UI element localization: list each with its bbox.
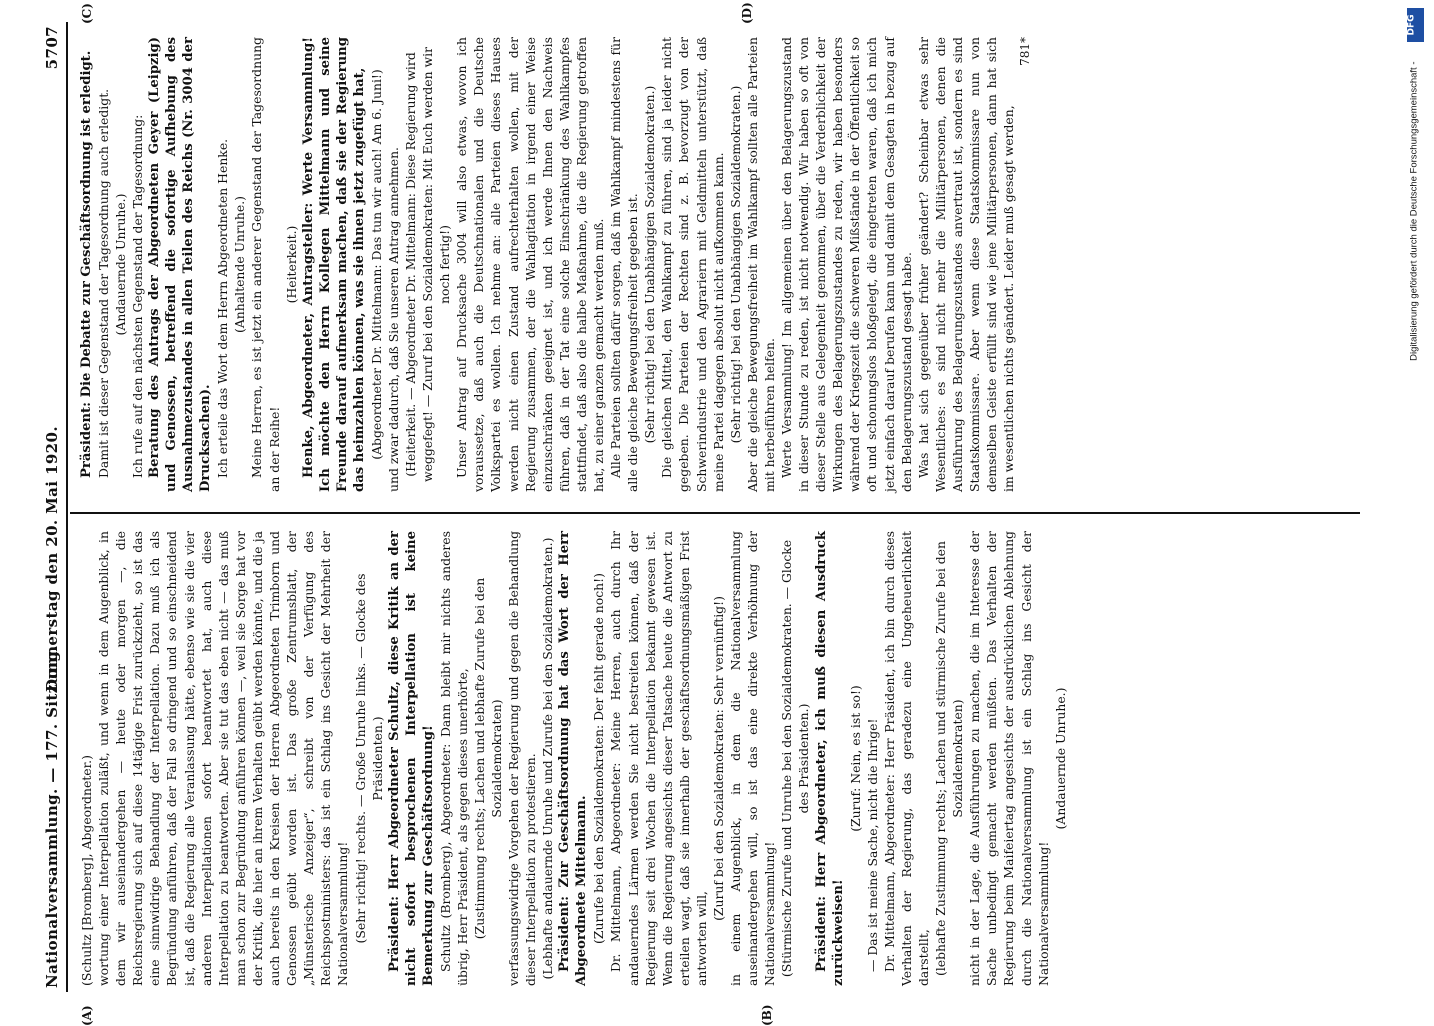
- agenda-item: Beratung des Antrags der Abgeordneten Geyer (Leipzig) und Genossen, betreffend die sofortige Aufhebung des Ausnahmezustandes in allen Teilen des Reichs (Nr. 3004 der Drucksachen).: [146, 37, 214, 492]
- interjection: (Andauernde Unruhe.): [112, 37, 129, 492]
- interjection: (Stürmische Zurufe und Unruhe bei den Sozialdemokraten. — Glocke des Präsidenten.): [778, 531, 812, 986]
- paragraph: Unser Antrag auf Drucksache 3004 will also etwas, wovon ich voraussetze, daß auch die Deutschnationalen und die Deutsche Volkspartei es wollen. Ich nehme an: alle Parteien dieses Hauses werden nicht einen Zustand aufrechterhalten wollen, mit der Regierung zusammen, der die Wahlagitation in irgend einer Weise einzuschränken geeignet ist, und ich werde Ihnen den Nachweis führen, daß in der Tat eine solche Einschränkung des Wahlkampfes stattfindet, daß also die halbe Maßnahme, die die Regierung getroffen hat, zu einer ganzen gemacht werden muß.: [453, 37, 607, 492]
- paragraph: verfassungswidrige Vorgehen der Regierung und gegen die Behandlung dieser Interpellation zu protestieren.: [505, 531, 539, 986]
- interjection: (Lebhafte andauernde Unruhe und Zurufe bei den Sozialdemokraten.): [539, 531, 556, 986]
- paragraph: — Das ist meine Sache, nicht die Ihrige!: [864, 531, 881, 986]
- paragraph: Aber die gleiche Bewegungsfreiheit im Wahlkampf sollten alle Parteien mit herbeiführen helfen.: [744, 37, 778, 492]
- side-strip: [1404, 8, 1428, 992]
- page-number: 5707: [43, 26, 61, 69]
- paragraph: Was hat sich gegenüber früher geändert? Scheinbar etwas sehr Wesentliches: es sind nicht mehr die Militärpersonen, denen die Ausführung des Belagerungszustandes anvertraut ist, sondern es sind Staatskommissare. Aber wenn diese Staatskommissare nun von demselben Geiste erfüllt sind wie jene Militärpersonen, dann hat sich im wesentlichen nichts geändert. Leider muß gesagt werden,: [915, 37, 1018, 492]
- interjection: (Sehr richtig! bei den Unabhängigen Sozialdemokraten.): [727, 37, 744, 492]
- margin-marker-d: (D): [740, 2, 754, 24]
- scanned-page: [40, 22, 1395, 992]
- header-center: Donnerstag den 20. Mai 1920.: [43, 426, 61, 692]
- interjection: (Zuruf bei den Sozialdemokraten: Sehr vernünftig!): [710, 531, 727, 986]
- paragraph: in einem Augenblick, in dem die Nationalversammlung auseinandergehen will, so ist das eine direkte Verhöhnung der Nationalversammlung!: [727, 531, 778, 986]
- paragraph: Präsident: Herr Abgeordneter Schultz, diese Kritik an der nicht sofort besprochenen Interpellation ist keine Bemerkung zur Geschäftsordnung!: [386, 531, 437, 986]
- right-column: [78, 37, 1034, 492]
- paragraph: Ich rufe auf den nächsten Gegenstand der Tagesordnung:: [129, 37, 146, 492]
- paragraph: Schultz (Bromberg), Abgeordneter: Dann bleibt mir nichts anderes übrig, Herr Präsident, als gegen dieses unerhörte,: [437, 531, 471, 986]
- page-signature: 781*: [1017, 37, 1034, 492]
- interjection: (lebhafte Zustimmung rechts; Lachen und stürmische Zurufe bei den Sozialdemokraten): [932, 531, 966, 986]
- paragraph: Alle Parteien sollten dafür sorgen, daß im Wahlkampf mindestens für alle die gleiche Bewegungsfreiheit gegeben ist.: [607, 37, 641, 492]
- paragraph: Dr. Mittelmann, Abgeordneter: Herr Präsident, ich bin durch dieses Verhalten der Regierung, das geradezu eine Ungeheuerlichkeit darstellt,: [881, 531, 932, 986]
- paragraph: Die gleichen Mittel, den Wahlkampf zu führen, sind ja leider nicht gegeben. Die Parteien der Rechten sind z. B. bevorzugt von der Schwerindustrie und den Agrariern mit Geldmitteln unterstützt, daß meine Partei dagegen absolut nicht aufkommen kann.: [658, 37, 726, 492]
- header-left: Nationalversammlung. — 177. Sitzung.: [43, 645, 61, 988]
- column-divider: [70, 512, 1360, 514]
- paragraph: nicht in der Lage, die Ausführungen zu machen, die im Interesse der Sache unbedingt gemacht werden müßten. Das Verhalten der Regierung beim Maifeiertag angesichts der ausdrücklichen Ablehnung durch die Nationalversammlung ist ein Schlag ins Gesicht der Nationalversammlung!: [966, 531, 1051, 986]
- margin-marker-a: (A): [80, 1005, 94, 1026]
- interjection: (Sehr richtig! bei den Unabhängigen Sozialdemokraten.): [641, 37, 658, 492]
- interjection: (Anhaltende Unruhe.): [231, 37, 248, 492]
- paragraph: Präsident: Zur Geschäftsordnung hat das Wort der Herr Abgeordnete Mittelmann.: [556, 531, 590, 986]
- paragraph: Präsident: Die Debatte zur Geschäftsordnung ist erledigt.: [78, 37, 95, 492]
- speaker-ref: (Schultz [Bromberg], Abgeordneter.): [78, 531, 95, 986]
- dfg-logo: DFG: [1407, 8, 1424, 42]
- interjection: (Heiterkeit.): [283, 37, 300, 492]
- paragraph: Damit ist dieser Gegenstand der Tagesordnung auch erledigt.: [95, 37, 112, 492]
- interjection: (Zurufe bei den Sozialdemokraten: Der fehlt gerade noch!): [590, 531, 607, 986]
- interjection: (Abgeordneter Dr. Mittelmann: Das tun wir auch! Am 6. Juni!): [368, 37, 385, 492]
- funding-note: Digitalisierung gefördert durch die Deutsche Forschungsgemeinschaft -: [1409, 62, 1420, 962]
- interjection: (Heiterkeit. — Abgeordneter Dr. Mittelmann: Diese Regierung wird weggefegt! — Zuruf bei den Sozialdemokraten: Mit Euch werden wir noch fertig!): [402, 37, 453, 492]
- interjection: (Zuruf: Nein, es ist so!): [847, 531, 864, 986]
- interjection: (Sehr richtig! rechts. — Große Unruhe links. — Glocke des Präsidenten.): [352, 531, 386, 986]
- paragraph: Werte Versammlung! Im allgemeinen über den Belagerungszustand in dieser Stunde zu reden, ist nicht notwendig. Wir haben so oft von dieser Stelle aus Gelegenheit genommen, über die Verderblichkeit der Wirkungen des Belagerungszustandes zu reden, wir haben besonders während der Kriegszeit die schweren Mißstände in der Öffentlichkeit so oft und schonungslos bloßgelegt, die eingetreten waren, daß ich mich jetzt einfach darauf berufen kann und damit dem Gesagten in bezug auf den Belagerungszustand gesagt habe.: [778, 37, 915, 492]
- interjection: (Andauernde Unruhe.): [1052, 531, 1069, 986]
- margin-marker-c: (C): [80, 3, 94, 24]
- margin-marker-b: (B): [760, 1005, 774, 1026]
- paragraph: Ich erteile das Wort dem Herrn Abgeordneten Henke.: [214, 37, 231, 492]
- paragraph: und zwar dadurch, daß Sie unseren Antrag annehmen.: [385, 37, 402, 492]
- paragraph: Henke, Abgeordneter, Antragsteller: Werte Versammlung! Ich möchte den Herrn Kollegen Mittelmann und seine Freunde darauf aufmerksam machen, daß sie der Regierung das heimzahlen können, was sie ihnen jetzt zugefügt hat,: [300, 37, 368, 492]
- paragraph: Dr. Mittelmann, Abgeordneter: Meine Herren, auch durch Ihr andauerndes Lärmen werden Sie nicht bestreiten können, daß der Regierung seit drei Wochen die Interpellation bekannt gewesen ist. Wenn die Regierung angesichts dieser Tatsache heute die Antwort zu erteilen wagt, daß sie innerhalb der geschäftsordnungsmäßigen Frist antworten will,: [607, 531, 710, 986]
- left-column: [78, 531, 1069, 986]
- interjection: (Zustimmung rechts; Lachen und lebhafte Zurufe bei den Sozialdemokraten): [471, 531, 505, 986]
- paragraph: wortung einer Interpellation zuläßt, und wenn in dem Augenblick, in dem wir auseinandergehen — heute oder morgen —, die Reichsregierung sich auf diese 14tägige Frist zurückzieht, so ist das eine sinnwidrige Behandlung der Interpellation. Dazu muß ich als Begründung anführen, daß der Fall so dringend und so einschneidend ist, daß die Regierung alle Veranlassung hätte, ebenso wie sie die vier anderen Interpellationen sofort beantwortet hat, auch diese Interpellation zu beantworten. Aber sie tut das eben nicht — das muß man schon zur Begründung anführen können —, weil sie Sorge hat vor der Kritik, die hier an ihrem Verhalten geübt werden könnte, und die ja auch bereits in den Kreisen der Herren Abgeordneten Trimborn und Genossen geübt worden ist. Das große Zentrumsblatt, der „Münsterische Anzeiger“, schreibt von der Verfügung des Reichspostministers: das ist ein Schlag ins Gesicht der Mehrheit der Nationalversammlung!: [95, 531, 351, 986]
- paragraph: Meine Herren, es ist jetzt ein anderer Gegenstand der Tagesordnung an der Reihe!: [248, 37, 282, 492]
- page-header: [40, 22, 68, 992]
- paragraph: Präsident: Herr Abgeordneter, ich muß diesen Ausdruck zurückweisen!: [813, 531, 847, 986]
